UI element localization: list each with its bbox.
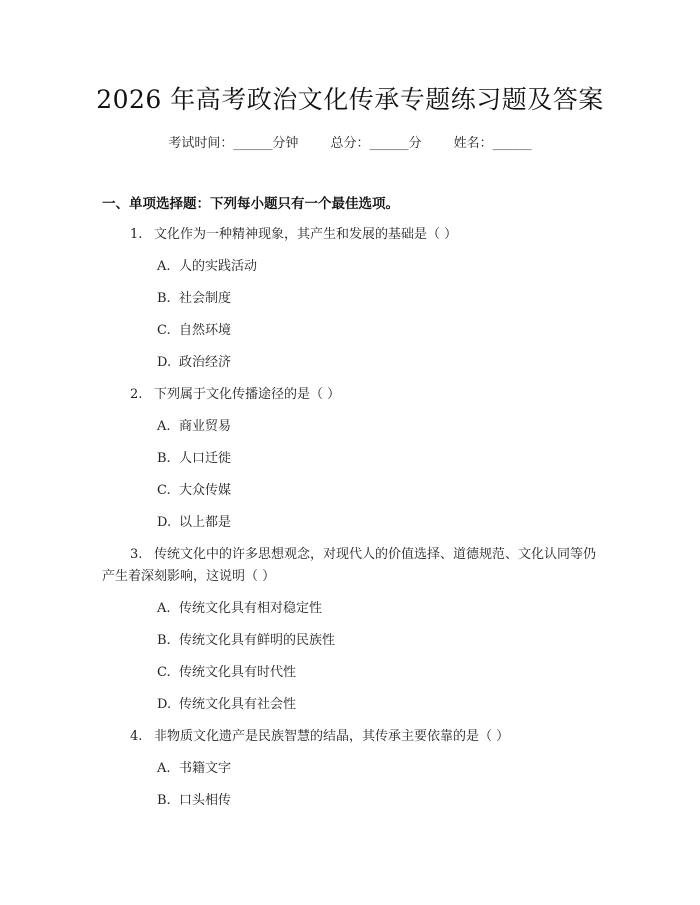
question-4 — [102, 726, 602, 822]
option-letter: A. — [157, 259, 171, 274]
option-b — [157, 630, 602, 662]
exam-meta — [0, 132, 700, 151]
question-number: 2. — [130, 387, 143, 402]
question-text: 下列属于文化传播途径的是（ ） — [154, 387, 341, 402]
option-letter: A. — [157, 419, 171, 434]
document-title: 2026 年高考政治文化传承专题练习题及答案 — [96, 85, 604, 114]
exam-time-field: 考试时间：______分钟 — [168, 136, 299, 151]
option-text: 传统文化具有鲜明的民族性 — [179, 633, 336, 648]
question-stem — [102, 726, 602, 748]
option-text: 书籍文字 — [179, 761, 232, 776]
option-text: 政治经济 — [179, 355, 232, 370]
option-letter: A. — [157, 761, 171, 776]
question-number: 4. — [130, 729, 143, 744]
question-2 — [102, 384, 602, 544]
question-text: 传统文化中的许多思想观念，对现代人的价值选择、道德规范、文化认同等仍产生着深刻影响，这说明（ ） — [102, 547, 597, 584]
option-a — [157, 598, 602, 630]
option-letter: A. — [157, 601, 171, 616]
option-a — [157, 758, 602, 790]
question-1 — [102, 224, 602, 384]
option-b — [157, 288, 602, 320]
option-letter: B. — [157, 451, 171, 466]
question-list — [102, 224, 602, 822]
option-text: 商业贸易 — [179, 419, 232, 434]
option-text: 自然环境 — [179, 323, 232, 338]
option-text: 传统文化具有社会性 — [179, 697, 297, 712]
question-number: 1. — [130, 227, 143, 242]
section-heading: 一、单项选择题：下列每小题只有一个最佳选项。 — [102, 196, 399, 212]
question-text: 文化作为一种精神现象，其产生和发展的基础是（ ） — [154, 227, 458, 242]
option-text: 人的实践活动 — [179, 259, 258, 274]
option-letter: D. — [157, 697, 172, 712]
total-score-field: 总分：______分 — [330, 136, 422, 151]
option-d — [157, 694, 602, 726]
option-letter: B. — [157, 793, 171, 808]
question-stem — [102, 224, 602, 246]
option-b — [157, 790, 602, 822]
option-text: 人口迁徙 — [179, 451, 232, 466]
option-a — [157, 416, 602, 448]
option-a — [157, 256, 602, 288]
option-letter: C. — [157, 665, 171, 680]
student-name-field: 姓名：______ — [453, 136, 532, 151]
option-letter: C. — [157, 483, 171, 498]
option-c — [157, 480, 602, 512]
option-d — [157, 512, 602, 544]
option-c — [157, 320, 602, 352]
option-letter: D. — [157, 355, 172, 370]
question-number: 3. — [130, 547, 143, 562]
option-c — [157, 662, 602, 694]
option-letter: B. — [157, 291, 171, 306]
question-text: 非物质文化遗产是民族智慧的结晶，其传承主要依靠的是（ ） — [154, 729, 510, 744]
option-d — [157, 352, 602, 384]
option-letter: D. — [157, 515, 172, 530]
question-stem — [102, 384, 602, 406]
option-letter: B. — [157, 633, 171, 648]
option-text: 以上都是 — [179, 515, 232, 530]
option-text: 传统文化具有时代性 — [179, 665, 297, 680]
question-3 — [102, 544, 602, 726]
option-text: 社会制度 — [179, 291, 232, 306]
option-text: 口头相传 — [179, 793, 232, 808]
option-letter: C. — [157, 323, 171, 338]
option-text: 大众传媒 — [179, 483, 232, 498]
question-stem — [102, 544, 602, 588]
option-text: 传统文化具有相对稳定性 — [179, 601, 323, 616]
option-b — [157, 448, 602, 480]
